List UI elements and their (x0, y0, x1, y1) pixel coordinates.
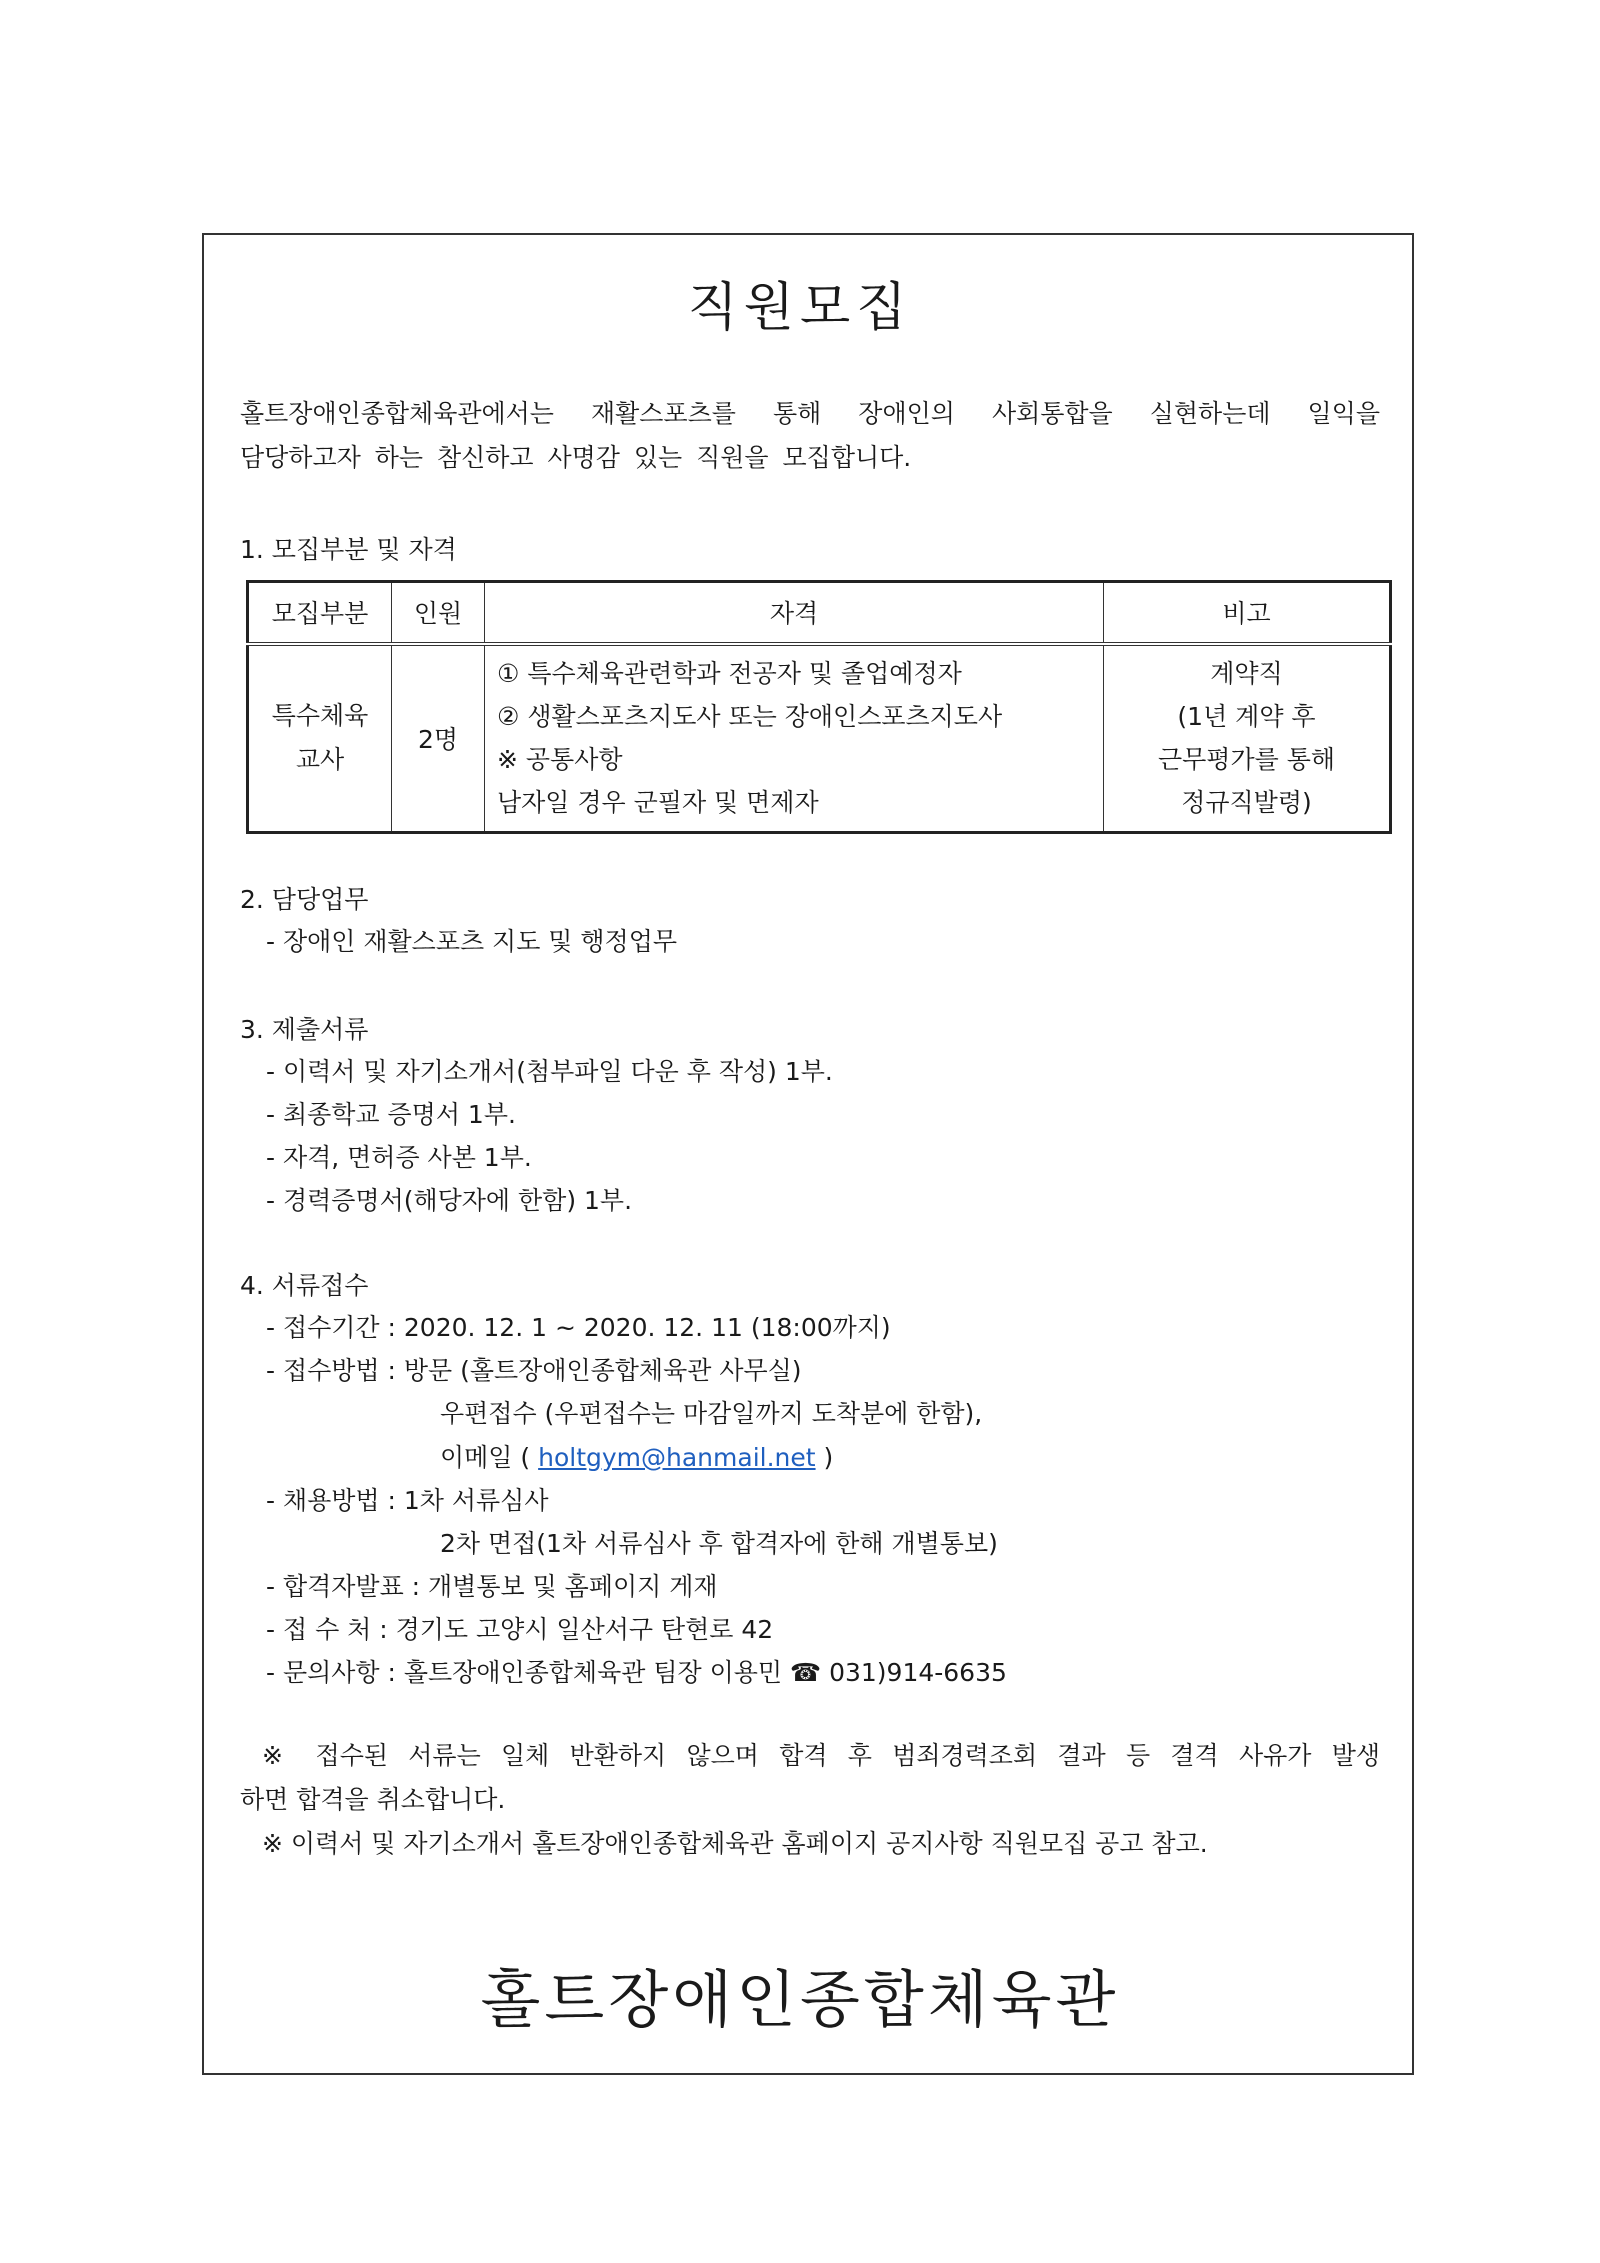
organization-name: 홀트장애인종합체육관 (480, 1963, 1120, 2036)
document-item-2: - 최종학교 증명서 1부. (266, 1100, 516, 1129)
method-line-2: 우편접수 (우편접수는 마감일까지 도착분에 한함), (440, 1399, 983, 1428)
notice-1-line-2: 하면 합격을 취소합니다. (240, 1785, 506, 1814)
cell-part (248, 644, 392, 833)
note-line-3: 근무평가를 통해 (1158, 745, 1335, 775)
hire-line-2: 2차 면접(1차 서류심사 후 합격자에 한해 개별통보) (440, 1529, 998, 1558)
table-header-row (248, 582, 1391, 644)
document-item-3: - 자격, 면허증 사본 1부. (266, 1143, 532, 1172)
note-line-2: (1년 계약 후 (1177, 702, 1316, 732)
intro-line-2: 담당하고자 하는 참신하고 사명감 있는 직원을 모집합니다. (240, 443, 912, 472)
table-row (248, 644, 1391, 833)
email-link[interactable]: holtgym@hanmail.net (538, 1443, 816, 1472)
cell-note (1104, 644, 1391, 833)
email-prefix: 이메일 ( (440, 1443, 531, 1472)
recruitment-table (246, 580, 1392, 834)
part-line-1: 특수체육 (271, 701, 369, 731)
announce-line: - 합격자발표 : 개별통보 및 홈페이지 게재 (266, 1572, 718, 1601)
qualification-line-4: 남자일 경우 군필자 및 면제자 (497, 788, 819, 818)
notice-1-line-1: ※ 접수된 서류는 일체 반환하지 않으며 합격 후 범죄경력조회 결과 등 결격 사유가 발생 (262, 1741, 1380, 1770)
method-line-1: - 접수방법 : 방문 (홀트장애인종합체육관 사무실) (266, 1356, 802, 1385)
email-suffix: ) (823, 1443, 834, 1472)
method-email-line (440, 1438, 833, 1474)
note-line-1: 계약직 (1210, 659, 1283, 689)
page-title: 직원모집 (687, 278, 913, 338)
document-item-1: - 이력서 및 자기소개서(첨부파일 다운 후 작성) 1부. (266, 1057, 833, 1086)
document-item-4: - 경력증명서(해당자에 한함) 1부. (266, 1186, 633, 1215)
qualification-line-1: ① 특수체육관련학과 전공자 및 졸업예정자 (497, 659, 962, 689)
header-note: 비고 (1104, 582, 1391, 644)
header-count: 인원 (392, 582, 485, 644)
section-1-heading: 1. 모집부분 및 자격 (240, 535, 457, 564)
duty-item: - 장애인 재활스포츠 지도 및 행정업무 (266, 927, 678, 956)
section-3-heading: 3. 제출서류 (240, 1015, 369, 1044)
intro-line-1: 홀트장애인종합체육관에서는 재활스포츠를 통해 장애인의 사회통합을 실현하는데 일익을 (240, 399, 1380, 428)
note-line-4: 정규직발령) (1181, 788, 1312, 818)
section-2-heading: 2. 담당업무 (240, 885, 369, 914)
cell-qualification (485, 644, 1104, 833)
section-4-heading: 4. 서류접수 (240, 1271, 369, 1300)
part-line-2: 교사 (295, 745, 345, 775)
qualification-line-2: ② 생활스포츠지도사 또는 장애인스포츠지도사 (497, 702, 1003, 732)
inquiry-line: - 문의사항 : 홀트장애인종합체육관 팀장 이용민 ☎ 031)914-6635 (266, 1658, 1007, 1687)
cell-count: 2명 (392, 644, 485, 833)
header-qualification: 자격 (485, 582, 1104, 644)
period-line: - 접수기간 : 2020. 12. 1 ~ 2020. 12. 11 (18:00까지) (266, 1313, 891, 1342)
header-part: 모집부분 (248, 582, 392, 644)
place-line: - 접 수 처 : 경기도 고양시 일산서구 탄현로 42 (266, 1615, 774, 1644)
hire-line-1: - 채용방법 : 1차 서류심사 (266, 1486, 549, 1515)
qualification-line-3: ※ 공통사항 (497, 745, 623, 775)
notice-2: ※ 이력서 및 자기소개서 홀트장애인종합체육관 홈페이지 공지사항 직원모집 공고 참고. (262, 1829, 1208, 1858)
